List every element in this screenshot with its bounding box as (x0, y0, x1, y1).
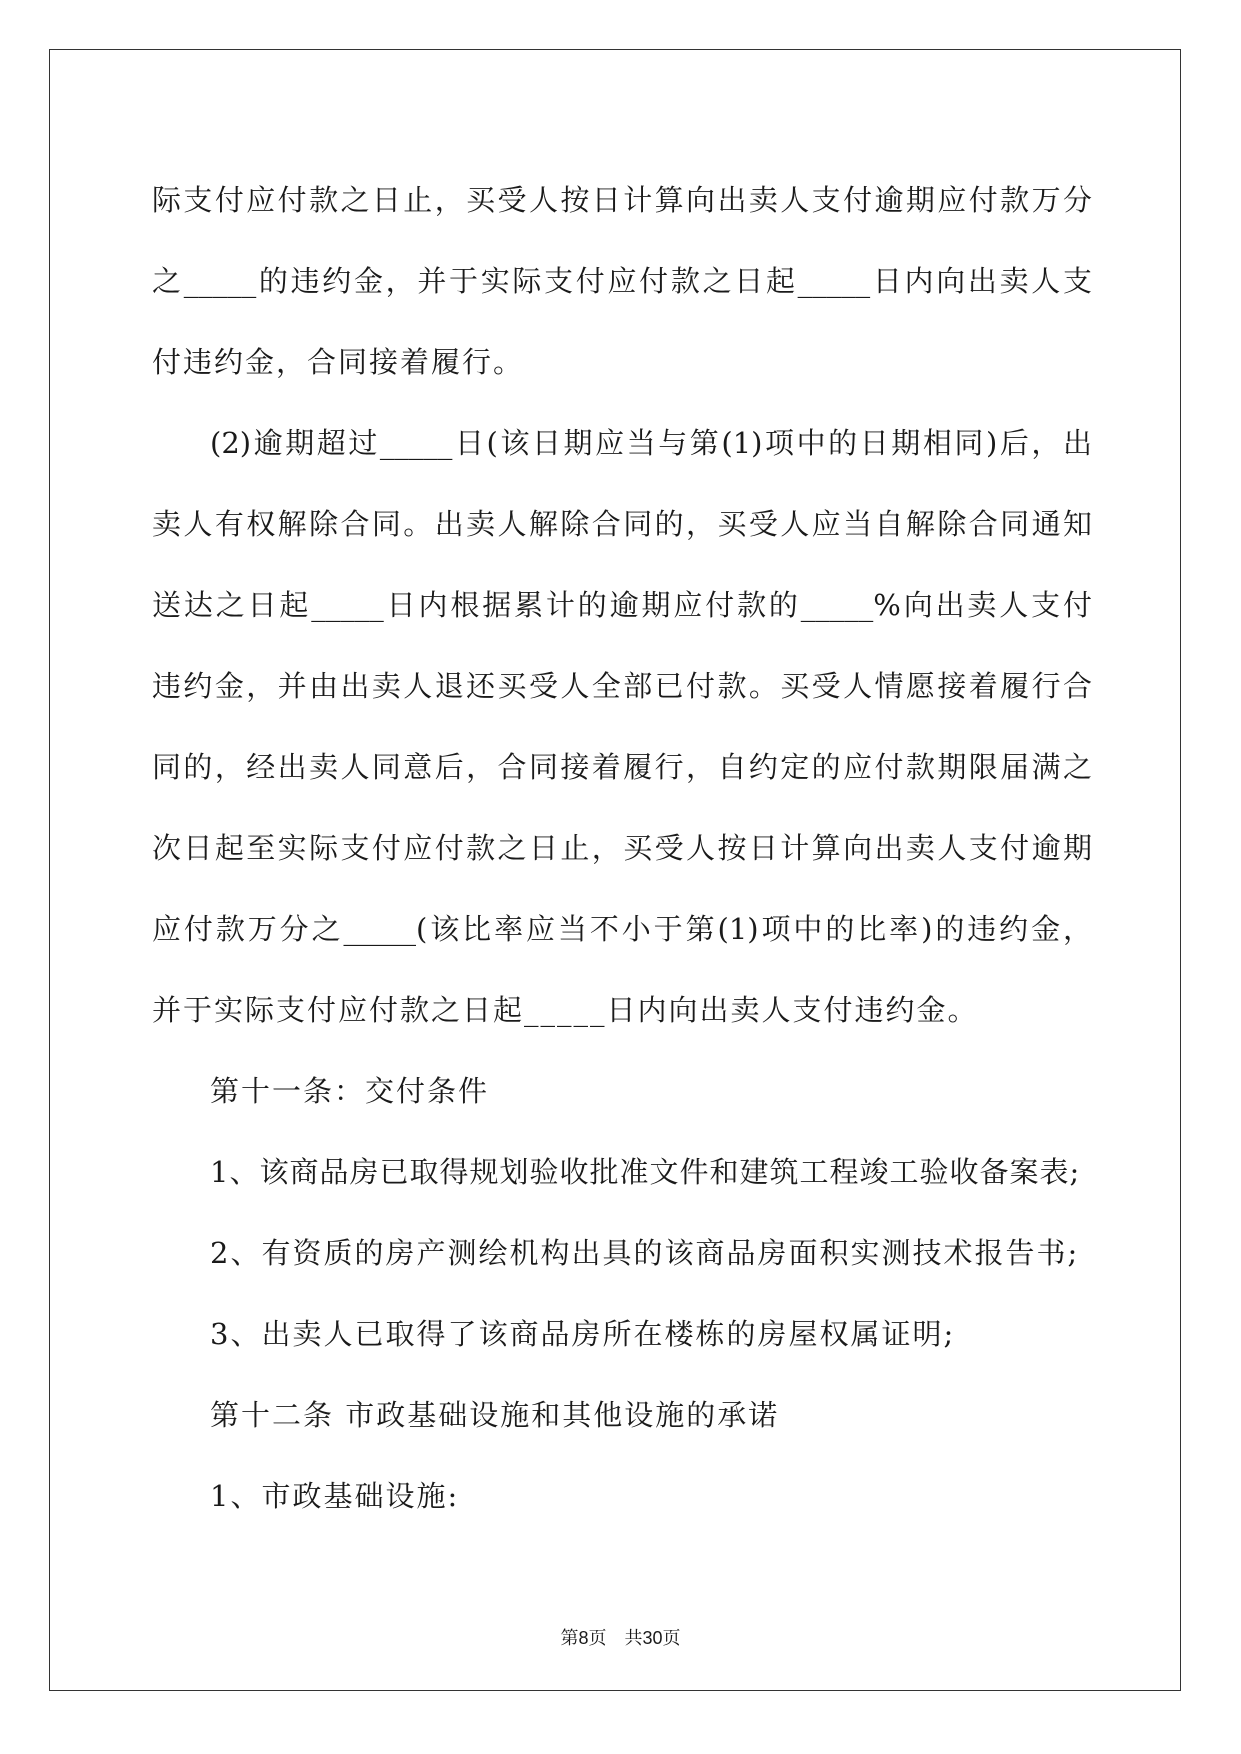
section-heading: 第十一条：交付条件 (210, 1074, 490, 1108)
paragraph-line: 卖人有权解除合同。出卖人解除合同的，买受人应当自解除合同通知 (152, 507, 1092, 541)
paragraph-line: 付违约金，合同接着履行。 (152, 345, 525, 379)
section-heading: 第十二条 市政基础设施和其他设施的承诺 (210, 1398, 780, 1432)
list-item: 2、有资质的房产测绘机构出具的该商品房面积实测技术报告书; (210, 1236, 1080, 1270)
paragraph-line: 之_____的违约金，并于实际支付应付款之日起_____日内向出卖人支 (152, 264, 1092, 298)
paragraph-line: 次日起至实际支付应付款之日止，买受人按日计算向出卖人支付逾期 (152, 831, 1092, 865)
list-item: 1、市政基础设施: (210, 1479, 460, 1513)
paragraph-line: 际支付应付款之日止，买受人按日计算向出卖人支付逾期应付款万分 (152, 183, 1092, 217)
paragraph-line: 送达之日起_____日内根据累计的逾期应付款的_____%向出卖人支付 (152, 588, 1092, 622)
footer-middle: 页 共 (588, 1628, 643, 1649)
page-footer (0, 1624, 1241, 1650)
list-item: 1、该商品房已取得规划验收批准文件和建筑工程竣工验收备案表; (210, 1155, 1081, 1189)
paragraph-line: 应付款万分之_____(该比率应当不小于第(1)项中的比率)的违约金， (152, 912, 1092, 946)
page-number: 8 (578, 1628, 589, 1648)
list-item: 3、出卖人已取得了该商品房所在楼栋的房屋权属证明; (210, 1317, 956, 1351)
paragraph-line: 并于实际支付应付款之日起_____日内向出卖人支付违约金。 (152, 993, 979, 1027)
document-body (152, 160, 1092, 1537)
paragraph-line: 同的，经出卖人同意后，合同接着履行，自约定的应付款期限届满之 (152, 750, 1092, 784)
paragraph-line: 违约金，并由出卖人退还买受人全部已付款。买受人情愿接着履行合 (152, 669, 1092, 703)
footer-prefix: 第 (560, 1628, 579, 1649)
paragraph-line: (2)逾期超过_____日(该日期应当与第(1)项中的日期相同)后，出 (210, 426, 1092, 460)
page-total: 30 (642, 1628, 663, 1648)
footer-suffix: 页 (662, 1628, 681, 1649)
